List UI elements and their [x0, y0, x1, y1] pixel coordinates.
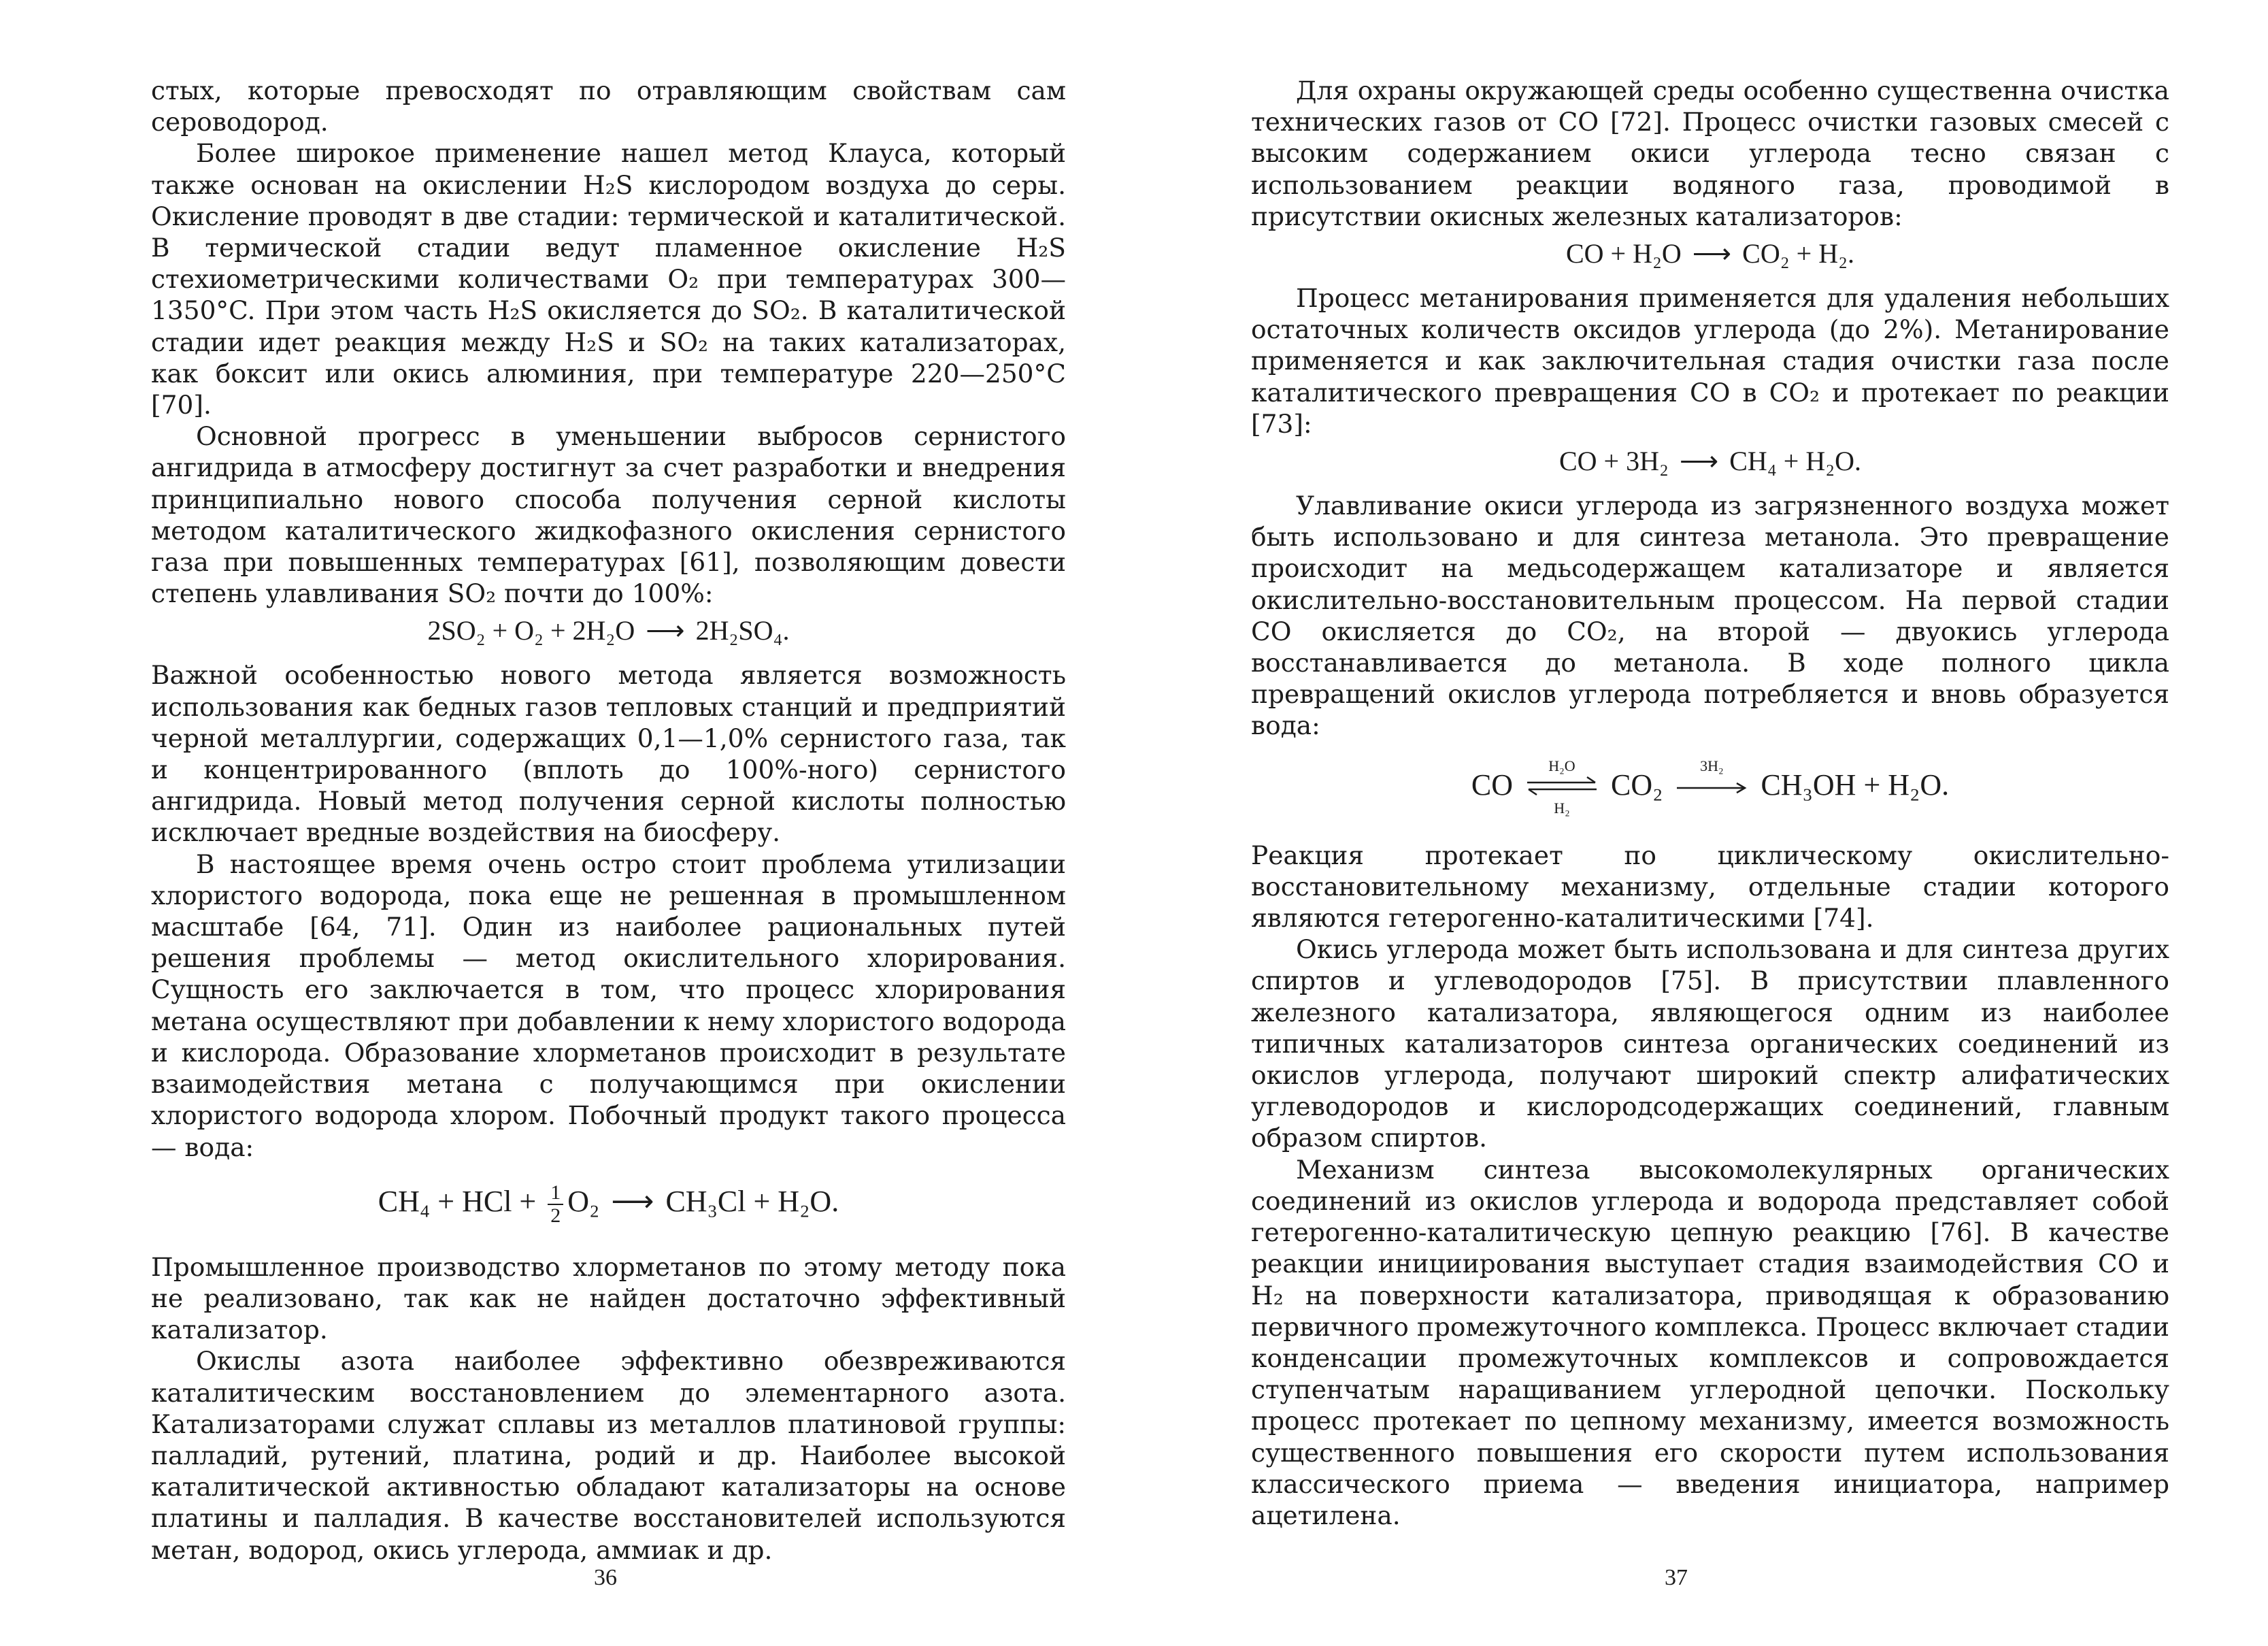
formula-methanol-cycle [1251, 742, 2169, 840]
fraction-numerator: 1 [548, 1182, 563, 1205]
formula-chloromethane [151, 1163, 1066, 1251]
right-text-column [1251, 75, 2169, 1531]
fraction-denominator: 2 [550, 1204, 561, 1227]
formula-left: CO + 3H₂ [1558, 446, 1669, 477]
left-text-column [151, 75, 1066, 1566]
formula-left: CH₄ + HCl + [378, 1184, 537, 1218]
page-number: 37 [1665, 1565, 1688, 1590]
reaction-arrow-icon: ⟶ [1679, 446, 1719, 477]
formula-middle: CO₂ [1610, 768, 1663, 802]
reaction-arrow-icon: ⟶ [1692, 238, 1732, 269]
paragraph: стых, которые превосходят по отравляющим свойствам сам сероводород. [151, 76, 1066, 137]
paragraph: Процесс метанирования применяется для удаления небольших остаточных количеств оксидов углерода (до 2%). Метанирование применяется и как заключительная стадия очистки газа после каталитического превращения CO в CO₂ и протекает по реакции [73]: [1251, 283, 2169, 439]
paragraph: Промышленное производство хлорметанов по этому методу пока не реализовано, так как не найден достаточно эффективный катализатор. [151, 1251, 1066, 1345]
reaction-arrow-icon [1674, 781, 1749, 795]
formula-right: CO₂ + H₂. [1742, 238, 1855, 269]
page-number: 36 [594, 1565, 617, 1590]
paragraph: Механизм синтеза высокомолекулярных органических соединений из окислов углерода и водорода представляет собой гетерогенно-каталитическую цепную реакцию [76]. В качестве реакции инициирования выступает стадия взаимодействия CO и H₂ на поверхности катализатора, приводящая к образованию первичного промежуточного комплекса. Процесс включает стадии конденсации промежуточных комплексов и сопровождается ступенчатым наращиванием углеродной цепочки. Поскольку процесс протекает по цепному механизму, имеется возможность существенного повышения его скорости путем использования классического приема — введения инициатора, например ацетилена. [1251, 1154, 2169, 1530]
reaction-arrow-icon: ⟶ [611, 1184, 654, 1218]
paragraph: Окись углерода может быть использована и для синтеза других спиртов и углеводородов [75]. В присутствии плавленного железного катализатора, являющегося одним из наиболее типичных катализаторов синтеза органических соединений из окислов углерода, получают широкий спектр алифатических углеводородов и кислородсодержащих соединений, главным образом спиртов. [1251, 934, 2169, 1153]
paragraph: Важной особенностью нового метода является возможность использования как бедных газов тепловых станций и предприятий черной металлургии, содержащих 0,1—1,0% сернистого газа, так и концентрированного (вплоть до 100%-ного) сернистого ангидрида. Новый метод получения серной кислоты полностью исключает вредные воздействия на биосферу. [151, 660, 1066, 848]
arrow-top-label: 3H₂ [1700, 757, 1724, 774]
paragraph: Улавливание окиси углерода из загрязненного воздуха может быть использовано и для синтеза метанола. Это превращение происходит на медьсодержащем катализаторе и является окислительно-восстановительным процессом. На первой стадии CO окисляется до CO₂, на второй — двуокись углерода восстанавливается до метанола. В ходе полного цикла превращений окислов углерода потребляется и вновь образуется вода: [1251, 491, 2169, 741]
fraction [548, 1182, 563, 1227]
paragraph: Более широкое применение нашел метод Клауса, который также основан на окислении H₂S кислородом воздуха до серы. Окисление проводят в две стадии: термической и каталитической. В термической стадии ведут пламенное окисление H₂S стехиометрическими количествами O₂ при температурах 300—1350°C. При этом часть H₂S окисляется до SO₂. В каталитической стадии идет реакция между H₂S и SO₂ на таких катализаторах, как боксит или окись алюминия, при температуре 220—250°C [70]. [151, 138, 1066, 421]
right-page [1134, 0, 2268, 1646]
paragraph: Реакция протекает по циклическому окислительно-восстановительному механизму, отдельные стадии которого являются гетерогенно-каталитическими [74]. [1251, 840, 2169, 934]
reaction-arrow-with-label [1674, 757, 1749, 815]
formula-oxygen: O₂ [567, 1184, 600, 1218]
equilibrium-arrows-icon [1524, 757, 1599, 817]
formula-left: 2SO₂ + O₂ + 2H₂O [427, 615, 635, 646]
paragraph: Основной прогресс в уменьшении выбросов сернистого ангидрида в атмосферу достигнут за счет разработки и внедрения принципиально нового способа получения серной кислоты методом каталитического жидкофазного окисления сернистого газа при повышенных температурах [61], позволяющим довести степень улавливания SO₂ почти до 100%: [151, 421, 1066, 609]
formula-right: 2H₂SO₄. [695, 615, 790, 646]
equilibrium-arrow-icon [1524, 773, 1599, 800]
formula-left: CO + H₂O [1565, 238, 1682, 269]
formula-left: CO [1471, 768, 1513, 802]
equilibrium-top-label: H₂O [1548, 757, 1575, 774]
formula-right: CH₄ + H₂O. [1729, 446, 1862, 477]
formula-right: CH₃Cl + H₂O. [665, 1184, 839, 1218]
paragraph: В настоящее время очень остро стоит проблема утилизации хлористого водорода, пока еще не решенная в промышленном масштабе [64, 71]. Один из наиболее рациональных путей решения проблемы — метод окислительного хлорирования. Сущность его заключается в том, что процесс хлорирования метана осуществляют при добавлении к нему хлористого водорода и кислорода. Образование хлорметанов происходит в результате взаимодействия метана с получающимся при окислении хлористого водорода хлором. Побочный продукт такого процесса — вода: [151, 849, 1066, 1162]
paragraph: Окислы азота наиболее эффективно обезвреживаются каталитическим восстановлением до элементарного азота. Катализаторами служат сплавы из металлов платиновой группы: палладий, рутений, платина, родий и др. Наиболее высокой каталитической активностью обладают катализаторы на основе платины и палладия. В качестве восстановителей используются метан, водород, окись углерода, аммиак и др. [151, 1346, 1066, 1565]
equilibrium-bottom-label: H₂ [1554, 799, 1570, 817]
reaction-arrow-icon: ⟶ [646, 615, 685, 646]
formula-sulfuric-acid [151, 609, 1066, 659]
paragraph: Для охраны окружающей среды особенно существенна очистка технических газов от CO [72]. Процесс очистки газовых смесей с высоким содержанием окиси углерода тесно связан с использованием реакции водяного газа, проводимой в присутствии окисных железных катализаторов: [1251, 76, 2169, 231]
formula-water-gas [1251, 232, 2169, 282]
formula-methanation [1251, 440, 2169, 490]
formula-right: CH₃OH + H₂O. [1761, 768, 1950, 802]
